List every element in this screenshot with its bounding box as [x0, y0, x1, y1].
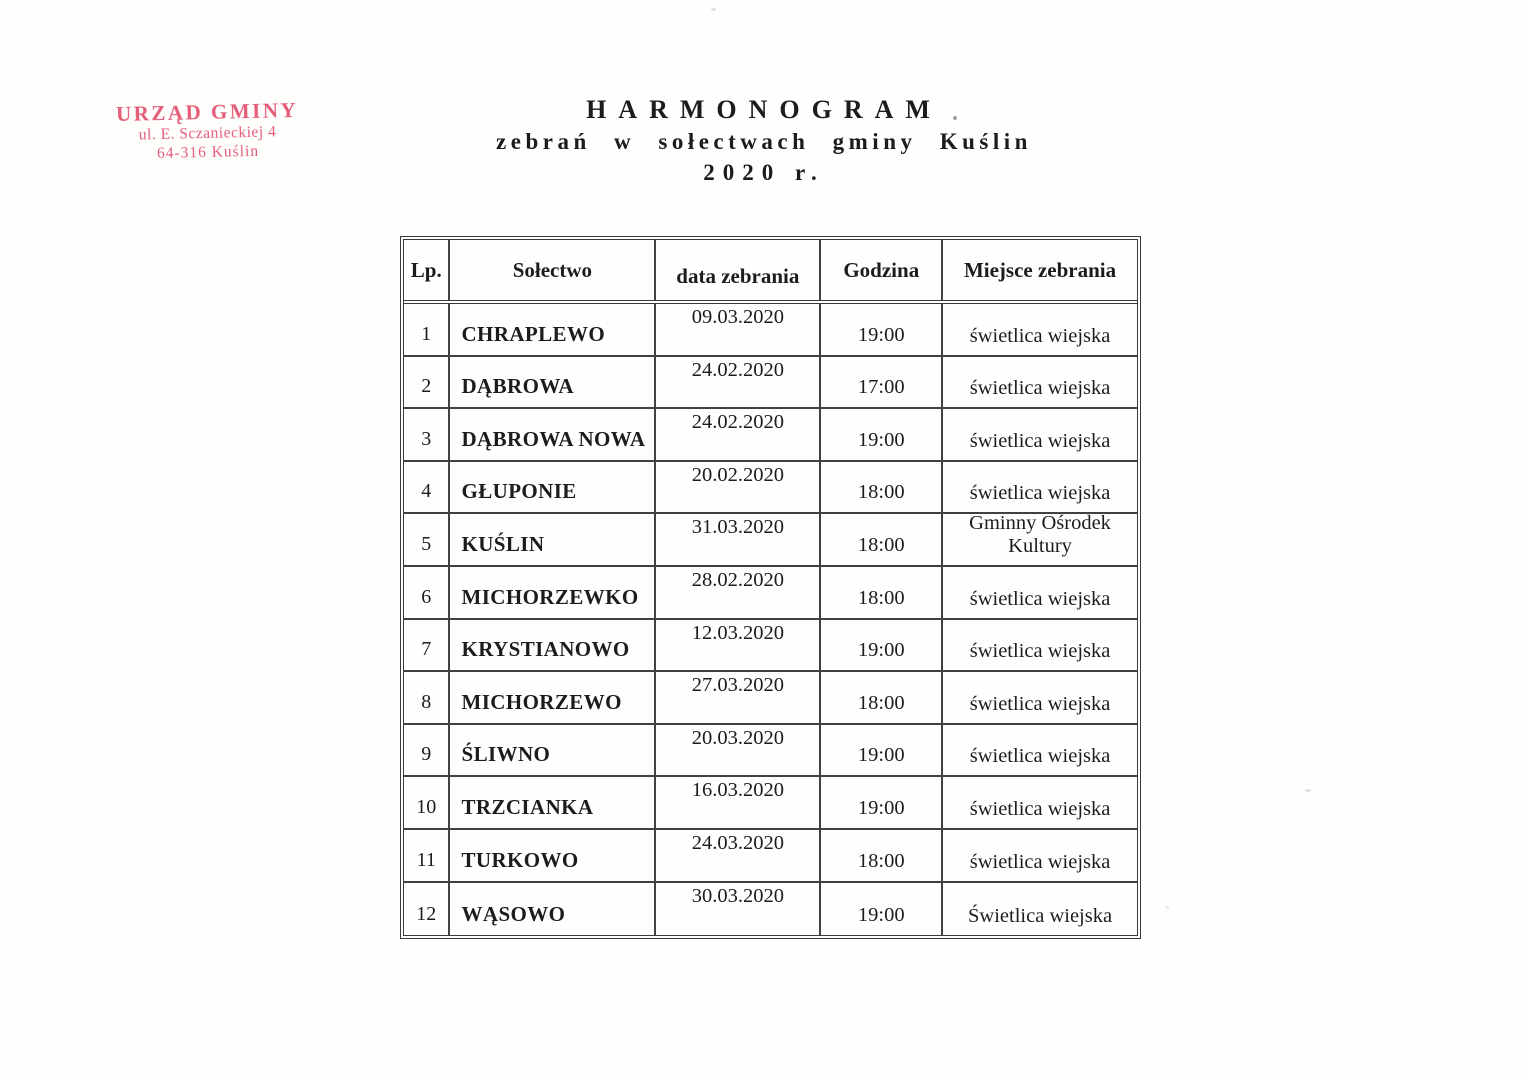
- cell-lp: 7: [404, 620, 450, 671]
- table-row: [404, 672, 1137, 725]
- cell-time: 19:00: [821, 725, 943, 776]
- cell-place: świetlica wiejska: [969, 324, 1111, 347]
- cell-place: świetlica wiejska: [969, 587, 1111, 610]
- cell-time: 19:00: [821, 620, 943, 671]
- cell-solectwo: DĄBROWA NOWA: [450, 409, 656, 460]
- table-row: [404, 725, 1137, 778]
- cell-time: 18:00: [821, 672, 943, 723]
- cell-solectwo: DĄBROWA: [450, 357, 656, 408]
- cell-solectwo: WĄSOWO: [450, 883, 656, 936]
- title-year: 2020 r.: [703, 160, 825, 185]
- scan-speck: [711, 8, 716, 11]
- cell-date: 12.03.2020: [656, 620, 821, 671]
- header-date: data zebrania: [656, 240, 821, 300]
- cell-solectwo: MICHORZEWO: [450, 672, 656, 723]
- cell-place: świetlica wiejska: [969, 797, 1111, 820]
- cell-lp: 10: [404, 777, 450, 828]
- table-row: [404, 409, 1137, 462]
- cell-place: świetlica wiejska: [969, 692, 1111, 715]
- scan-speck: [1166, 906, 1169, 909]
- title-subtitle: zebrań w sołectwach gminy Kuślin: [496, 129, 1032, 154]
- office-stamp: [99, 98, 315, 165]
- cell-solectwo: TURKOWO: [450, 830, 656, 881]
- table-row: [404, 462, 1137, 515]
- cell-lp: 6: [404, 567, 450, 618]
- table-row: [404, 777, 1137, 830]
- cell-lp: 9: [404, 725, 450, 776]
- cell-time: 19:00: [821, 304, 943, 355]
- cell-lp: 12: [404, 883, 450, 936]
- header-time: Godzina: [821, 240, 943, 300]
- cell-time: 18:00: [821, 514, 943, 565]
- cell-time: 18:00: [821, 567, 943, 618]
- schedule-table: [400, 236, 1141, 939]
- table-row: [404, 357, 1137, 410]
- cell-date: 16.03.2020: [656, 777, 821, 828]
- cell-time: 18:00: [821, 462, 943, 513]
- cell-place: Świetlica wiejska: [968, 905, 1113, 928]
- table-row: [404, 514, 1137, 567]
- cell-date: 20.03.2020: [656, 725, 821, 776]
- table-row: [404, 567, 1137, 620]
- cell-date: 24.03.2020: [656, 830, 821, 881]
- cell-solectwo: CHRAPLEWO: [450, 304, 656, 355]
- cell-time: 17:00: [821, 357, 943, 408]
- cell-date: 31.03.2020: [656, 514, 821, 565]
- cell-place: świetlica wiejska: [969, 482, 1111, 505]
- cell-solectwo: ŚLIWNO: [450, 725, 656, 776]
- cell-date: 09.03.2020: [656, 304, 821, 355]
- table-row: [404, 304, 1137, 357]
- cell-time: 19:00: [821, 409, 943, 460]
- cell-lp: 8: [404, 672, 450, 723]
- cell-lp: 5: [404, 514, 450, 565]
- cell-date: 28.02.2020: [656, 567, 821, 618]
- table-row: [404, 620, 1137, 673]
- cell-solectwo: TRZCIANKA: [450, 777, 656, 828]
- cell-place: świetlica wiejska: [969, 377, 1111, 400]
- cell-place: świetlica wiejska: [969, 745, 1111, 768]
- cell-place: świetlica wiejska: [969, 429, 1111, 452]
- stamp-street-address: ul. E. Sczanieckiej 4: [138, 123, 277, 144]
- scan-speck: [953, 116, 957, 120]
- cell-time: 18:00: [821, 830, 943, 881]
- table-body: [404, 304, 1137, 935]
- cell-date: 30.03.2020: [656, 883, 821, 936]
- cell-solectwo: KRYSTIANOWO: [450, 620, 656, 671]
- cell-solectwo: KUŚLIN: [450, 514, 656, 565]
- cell-date: 24.02.2020: [656, 357, 821, 408]
- scan-speck: [1305, 789, 1311, 792]
- table-row: [404, 883, 1137, 936]
- cell-lp: 2: [404, 357, 450, 408]
- cell-time: 19:00: [821, 777, 943, 828]
- cell-place: świetlica wiejska: [969, 640, 1111, 663]
- cell-lp: 4: [404, 462, 450, 513]
- cell-lp: 11: [404, 830, 450, 881]
- cell-place: Gminny Ośrodek Kultury: [969, 514, 1111, 558]
- table-row: [404, 830, 1137, 883]
- stamp-office-name: URZĄD GMINY: [115, 97, 299, 127]
- document-title: [496, 97, 1032, 184]
- cell-time: 19:00: [821, 883, 943, 936]
- title-main: HARMONOGRAM: [586, 95, 942, 124]
- cell-date: 24.02.2020: [656, 409, 821, 460]
- cell-solectwo: MICHORZEWKO: [450, 567, 656, 618]
- stamp-postal-city: 64-316 Kuślin: [156, 142, 260, 162]
- header-lp: Lp.: [404, 240, 450, 300]
- cell-date: 27.03.2020: [656, 672, 821, 723]
- cell-date: 20.02.2020: [656, 462, 821, 513]
- table-header-row: [404, 240, 1137, 304]
- header-place: Miejsce zebrania: [963, 257, 1117, 282]
- cell-solectwo: GŁUPONIE: [450, 462, 656, 513]
- cell-place: świetlica wiejska: [969, 850, 1111, 873]
- header-solectwo: Sołectwo: [450, 240, 656, 300]
- cell-lp: 1: [404, 304, 450, 355]
- cell-lp: 3: [404, 409, 450, 460]
